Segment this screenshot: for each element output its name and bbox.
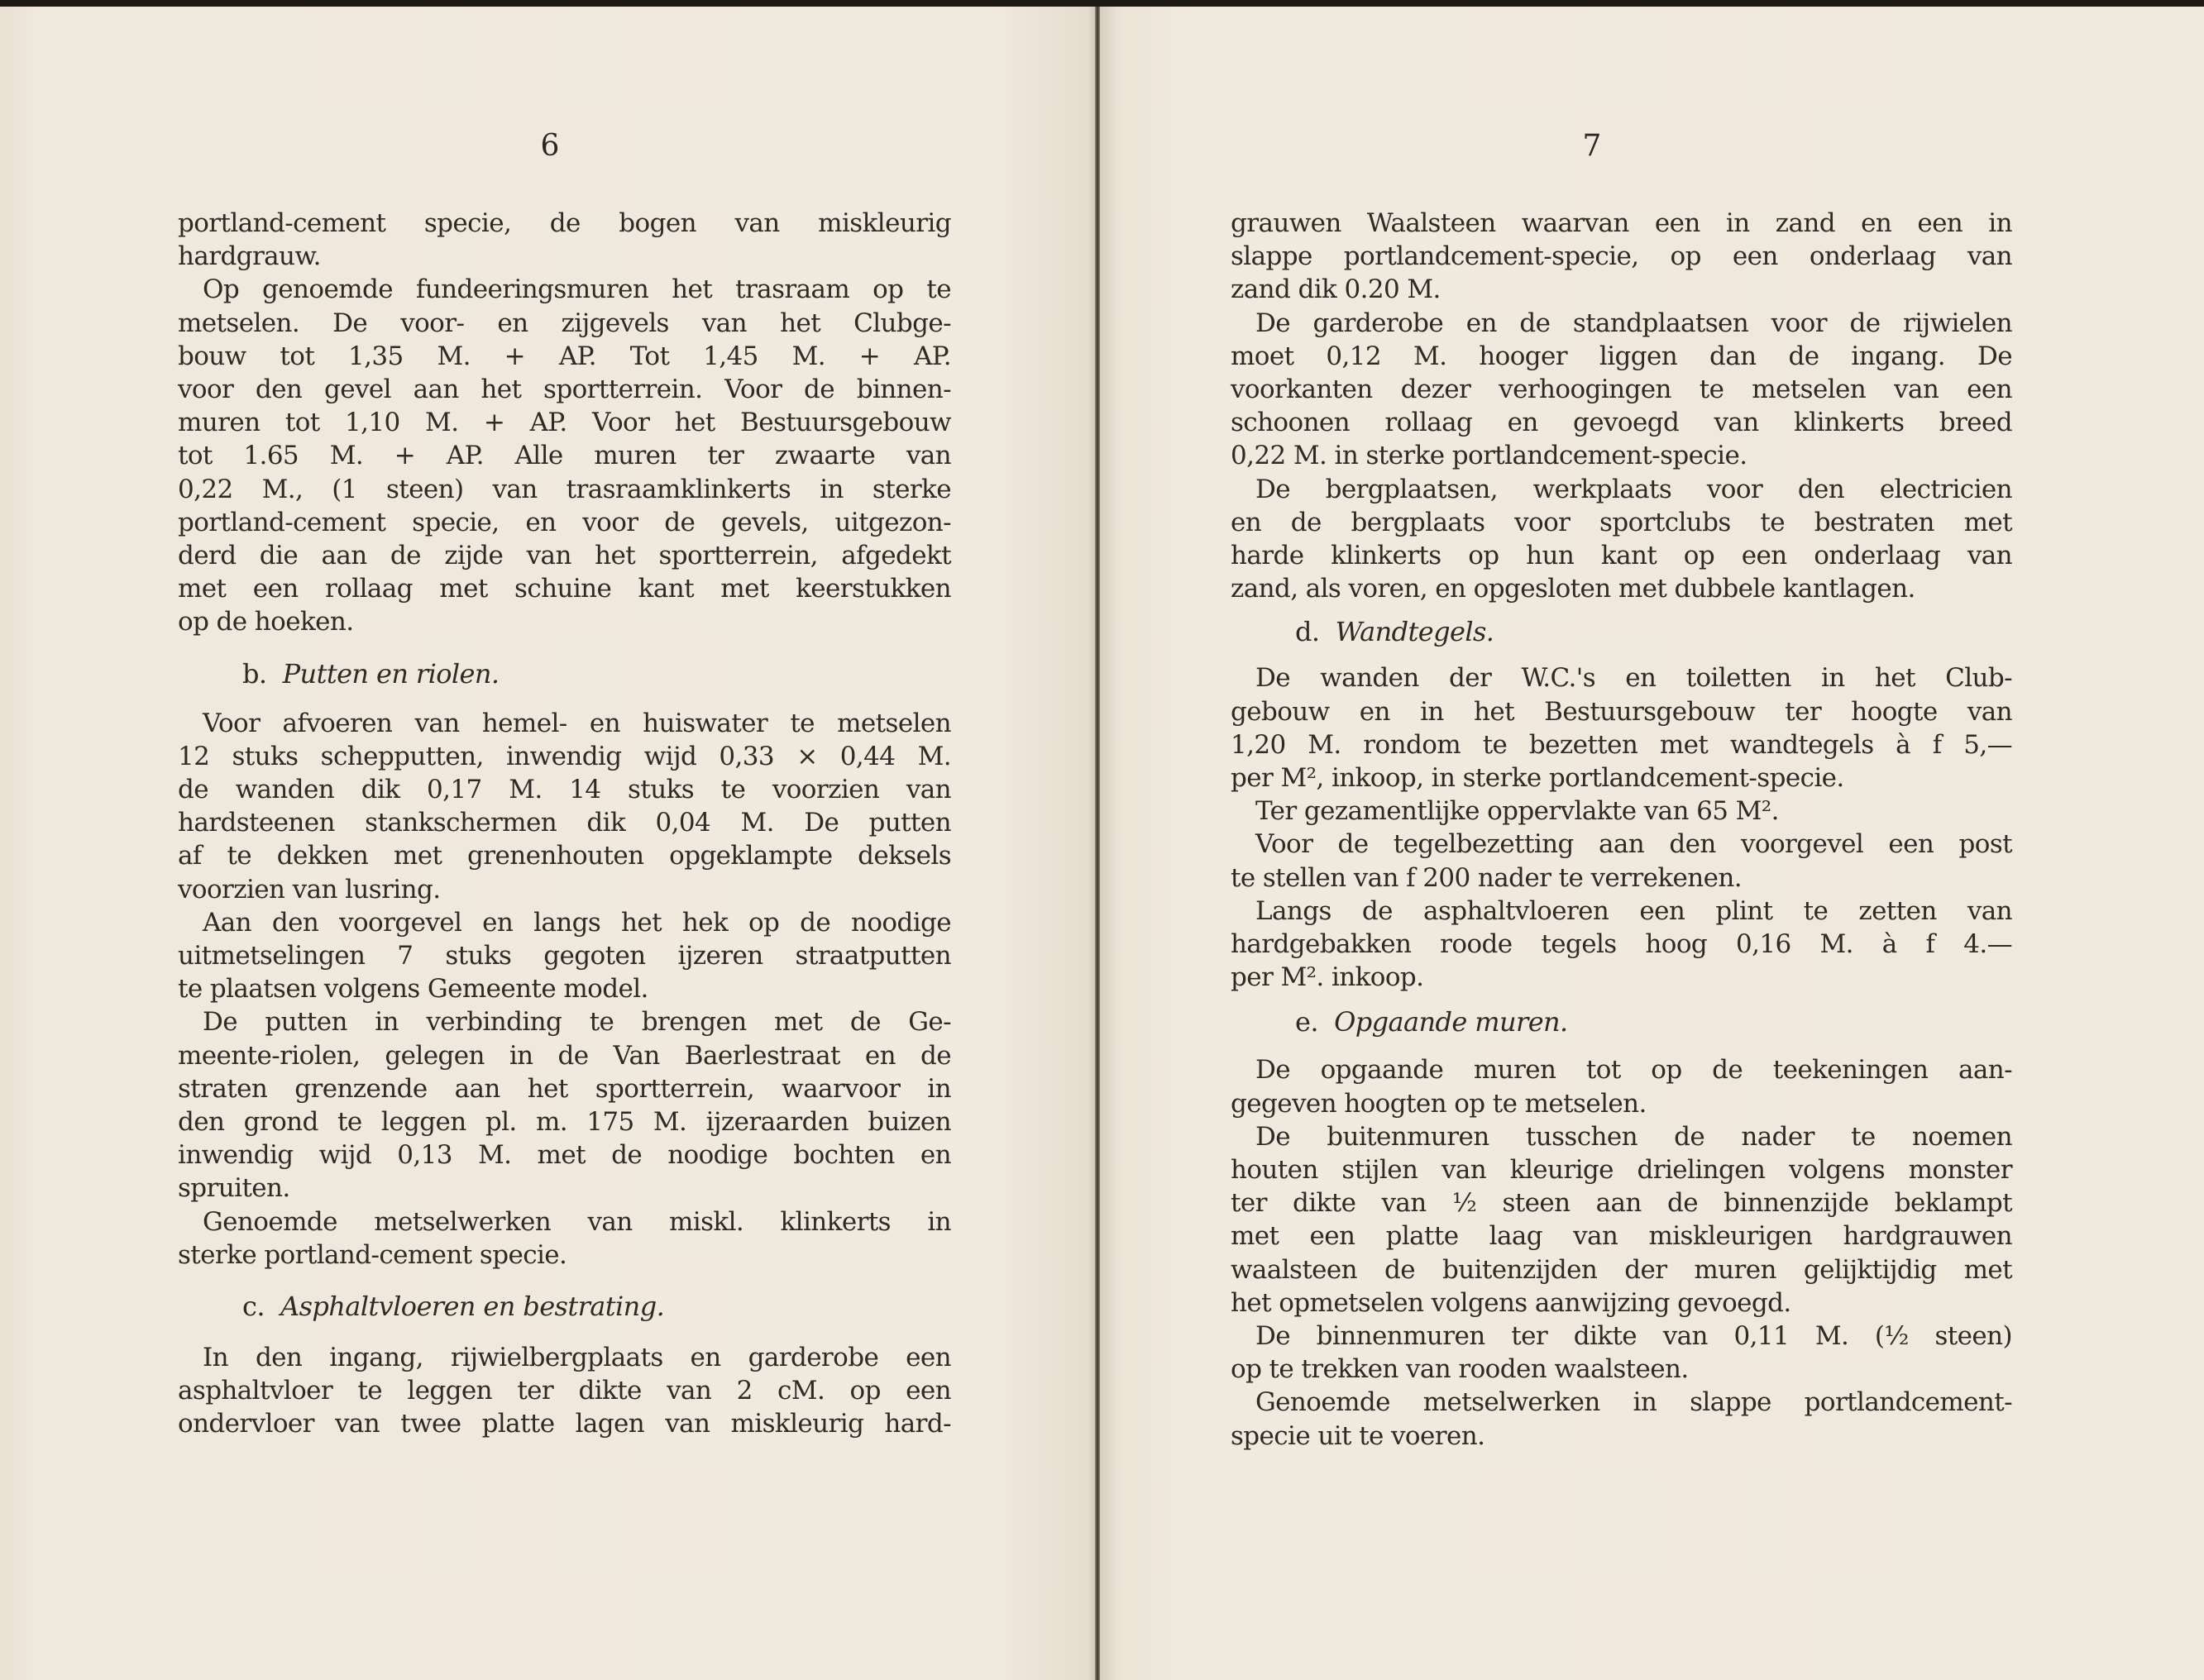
text-line: Voor de tegelbezetting aan den voorgevel een post: [1255, 829, 2012, 860]
text-line: slappe portlandcement-specie, op een onderlaag van: [1231, 241, 2012, 272]
text-line: straten grenzende aan het sportterrein, waarvoor in: [178, 1073, 951, 1104]
text-line: Op genoemde fundeeringsmuren het trasraam op te: [203, 274, 951, 305]
section-heading: [1231, 615, 2077, 648]
page-left: [0, 7, 1097, 1680]
text-line: De bergplaatsen, werkplaats voor den electricien: [1255, 474, 2012, 504]
text-line: houten stijlen van kleurige drielingen volgens monster: [1231, 1155, 2012, 1185]
text-line: meente-riolen, gelegen in de Van Baerlestraat en de: [178, 1040, 951, 1071]
text-line: De wanden der W.C.'s en toiletten in het Club-: [1255, 663, 2012, 694]
text-line: waalsteen de buitenzijden der muren gelijktijdig met: [1231, 1254, 2012, 1285]
section-letter: b.: [242, 657, 267, 690]
text-line: inwendig wijd 0,13 M. met de noodige bochten en: [178, 1140, 951, 1171]
text-line: Genoemde metselwerken in slappe portlandcement-: [1255, 1387, 2012, 1418]
text-line: het opmetselen volgens aanwijzing gevoegd.: [1231, 1287, 1791, 1318]
text-line: per M², inkoop, in sterke portlandcement-specie.: [1231, 763, 1844, 793]
text-line: harde klinkerts op hun kant op een onderlaag van: [1231, 541, 2012, 570]
text-line: af te dekken met grenenhouten opgeklampte deksels: [178, 841, 951, 871]
text-line: hardgrauw.: [178, 241, 321, 272]
text-line: derd die aan de zijde van het sportterrein, afgedekt: [178, 541, 951, 570]
text-line: 0,22 M. in sterke portlandcement-specie.: [1231, 441, 1747, 471]
text-line: tot 1.65 M. + AP. Alle muren ter zwaarte van: [178, 441, 951, 471]
text-line: hardgebakken roode tegels hoog 0,16 M. à f 4.—: [1231, 929, 2012, 959]
book-spread: [0, 7, 2204, 1680]
text-line: ter dikte van ½ steen aan de binnenzijde beklampt: [1231, 1188, 2012, 1219]
section-letter: e.: [1295, 1006, 1318, 1038]
text-line: metselen. De voor- en zijgevels van het Clubge-: [178, 308, 951, 338]
text-line: 0,22 M., (1 steen) van trasraamklinkerts in sterke: [178, 474, 951, 504]
text-line: muren tot 1,10 M. + AP. Voor het Bestuursgebouw: [178, 408, 951, 438]
text-line: gebouw en in het Bestuursgebouw ter hoogte van: [1231, 696, 2012, 727]
page-right: [1100, 7, 2204, 1680]
text-line: den grond te leggen pl. m. 175 M. ijzeraarden buizen: [178, 1107, 951, 1137]
text-line: uitmetselingen 7 stuks gegoten ijzeren straatputten: [178, 941, 951, 971]
text-line: 1,20 M. rondom te bezetten met wandtegels à f 5,—: [1231, 729, 2012, 760]
section-title: Opgaande muren.: [1334, 1006, 1568, 1038]
text-line: te stellen van f 200 nader te verrekenen.: [1231, 862, 1742, 893]
section-heading: [178, 657, 1016, 690]
text-line: met een rollaag met schuine kant met keerstukken: [178, 574, 951, 604]
text-line: ondervloer van twee platte lagen van miskleurig hard-: [178, 1409, 951, 1439]
text-line: grauwen Waalsteen waarvan een in zand en een in: [1231, 208, 2012, 238]
text-line: De opgaande muren tot op de teekeningen aan-: [1255, 1055, 2012, 1086]
text-line: Langs de asphaltvloeren een plint te zetten van: [1255, 895, 2012, 926]
text-line: De putten in verbinding te brengen met de Ge-: [203, 1007, 951, 1038]
text-line: hardsteenen stankschermen dik 0,04 M. De putten: [178, 808, 951, 838]
text-line: 12 stuks schepputten, inwendig wijd 0,33 × 0,44 M.: [178, 741, 951, 771]
section-letter: d.: [1295, 616, 1320, 648]
text-line: met een platte laag van miskleurigen hardgrauwen: [1231, 1221, 2012, 1252]
text-line: spruiten.: [178, 1173, 290, 1204]
text-line: De buitenmuren tusschen de nader te noemen: [1255, 1121, 2012, 1152]
text-line: specie uit te voeren.: [1231, 1420, 1485, 1451]
text-line: zand dik 0.20 M.: [1231, 274, 1441, 305]
text-line: de wanden dik 0,17 M. 14 stuks te voorzien van: [178, 775, 951, 804]
text-line: Genoemde metselwerken van miskl. klinkerts in: [203, 1206, 951, 1237]
text-line: gegeven hoogten op te metselen.: [1231, 1088, 1647, 1119]
section-title: Asphaltvloeren en bestrating.: [280, 1291, 665, 1322]
text-line: per M². inkoop.: [1231, 962, 1424, 993]
text-line: voorkanten dezer verhoogingen te metselen van een: [1231, 375, 2012, 404]
text-line: voorzien van lusring.: [178, 874, 441, 904]
text-line: bouw tot 1,35 M. + AP. Tot 1,45 M. + AP.: [178, 341, 951, 371]
text-line: portland-cement specie, en voor de gevels, uitgezon-: [178, 507, 951, 537]
text-line: De binnenmuren ter dikte van 0,11 M. (½ steen): [1255, 1321, 2012, 1351]
text-line: op de hoeken.: [178, 607, 354, 637]
section-heading: [1231, 1005, 2077, 1038]
text-line: zand, als voren, en opgesloten met dubbele kantlagen.: [1231, 574, 1915, 604]
text-line: In den ingang, rijwielbergplaats en garderobe een: [203, 1343, 951, 1372]
text-line: Voor afvoeren van hemel- en huiswater te metselen: [203, 708, 951, 738]
text-line: te plaatsen volgens Gemeente model.: [178, 974, 648, 1005]
text-line: Aan den voorgevel en langs het hek op de noodige: [203, 907, 951, 938]
text-line: schoonen rollaag en gevoegd van klinkerts breed: [1231, 408, 2012, 438]
page-number: 6: [540, 129, 560, 163]
text-line: op te trekken van rooden waalsteen.: [1231, 1354, 1689, 1385]
text-line: De garderobe en de standplaatsen voor de rijwielen: [1255, 308, 2012, 338]
text-line: en de bergplaats voor sportclubs te bestraten met: [1231, 507, 2012, 537]
text-line: voor den gevel aan het sportterrein. Voor de binnen-: [178, 375, 951, 404]
section-title: Putten en riolen.: [282, 657, 500, 690]
text-line: moet 0,12 M. hooger liggen dan de ingang. De: [1231, 341, 2012, 371]
text-line: sterke portland-cement specie.: [178, 1239, 567, 1270]
section-heading: [178, 1290, 1016, 1323]
text-line: portland-cement specie, de bogen van miskleurig: [178, 208, 951, 238]
text-line: Ter gezamentlijke oppervlakte van 65 M².: [1255, 796, 1779, 827]
section-letter: c.: [242, 1291, 265, 1322]
section-title: Wandtegels.: [1335, 616, 1494, 648]
text-line: asphaltvloer te leggen ter dikte van 2 cM. op een: [178, 1376, 951, 1406]
page-number: 7: [1582, 129, 1602, 163]
